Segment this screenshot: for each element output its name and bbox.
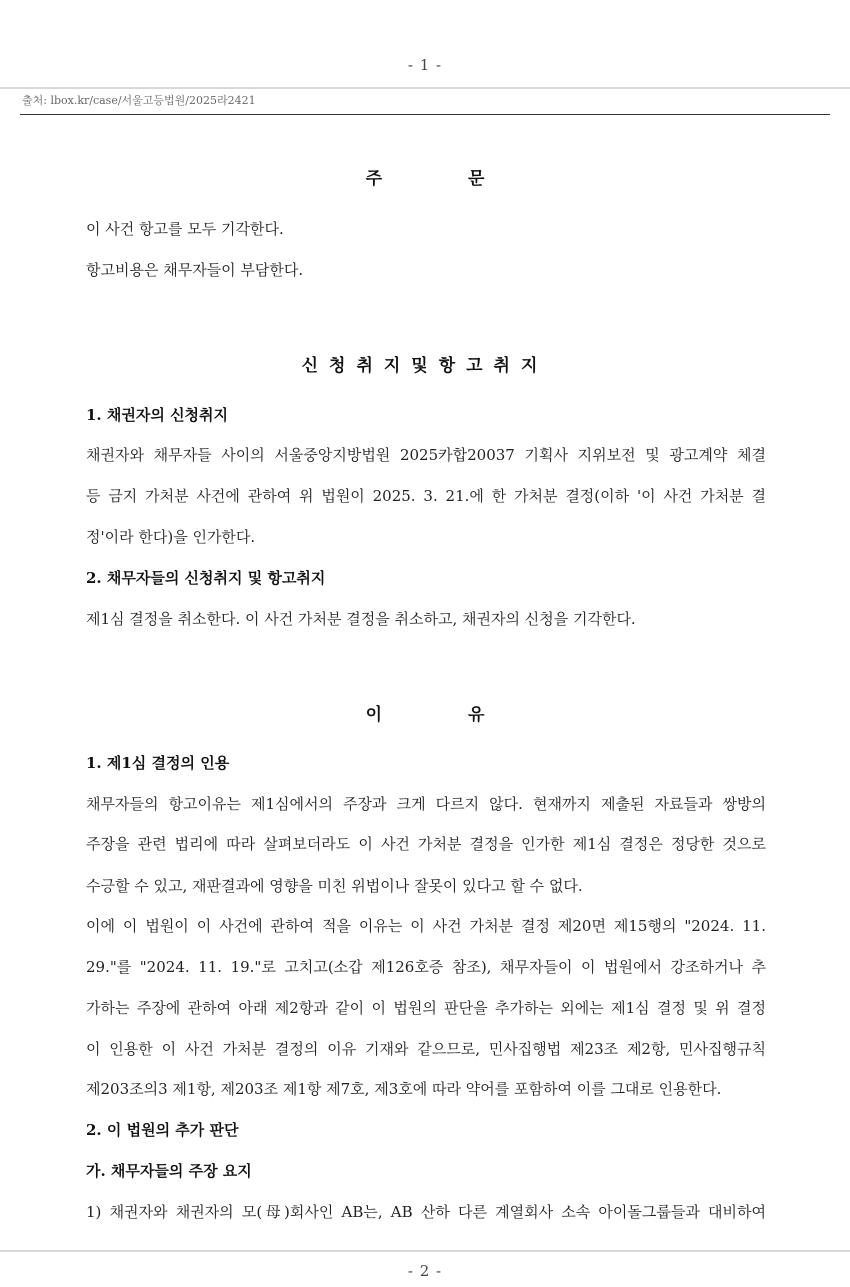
page-separator [0,87,850,89]
paragraph-line: 가하는 주장에 관하여 아래 제2항과 같이 이 법원의 판단을 추가하는 외에는 제1심 결정 및 위 결정 [86,999,766,1017]
order-heading: 주 문 [365,169,485,189]
reasons-heading: 이 유 [365,705,485,725]
reasons-sub2a-heading: 가. 채무자들의 주장 요지 [86,1162,252,1180]
paragraph-line: 제203조의3 제1항, 제203조 제1항 제7호, 제3호에 따라 약어를 포함하여 이를 그대로 인용한다. [86,1080,722,1098]
paragraph-line: 이 인용한 이 사건 가처분 결정의 이유 기재와 같으므로, 민사집행법 제23조 제2항, 민사집행규칙 [86,1040,766,1058]
paragraph-line: 정'이라 한다)을 인가한다. [86,528,256,546]
paragraph-line: 29."를 "2024. 11. 19."로 고치고(소갑 제126호증 참조), 채무자들이 이 법원에서 강조하거나 추 [86,958,766,976]
paragraph-line: 수긍할 수 있고, 재판결과에 영향을 미친 위법이나 잘못이 있다고 할 수 없다. [86,877,583,895]
reasons-sub1-heading: 1. 제1심 결정의 인용 [86,754,230,772]
claims-sub1-heading: 1. 채권자의 신청취지 [86,406,229,424]
page-separator [0,1250,850,1252]
page-number-top: - 1 - [407,56,443,74]
order-line: 이 사건 항고를 모두 기각한다. [86,220,284,238]
page-number-bottom: - 2 - [407,1262,443,1280]
order-line: 항고비용은 채무자들이 부담한다. [86,261,304,279]
paragraph-line: 등 금지 가처분 사건에 관하여 위 법원이 2025. 3. 21.에 한 가처분 결정(이하 '이 사건 가처분 결 [86,487,766,505]
paragraph-line: 1) 채권자와 채권자의 모(母)회사인 AB는, AB 산하 다른 계열회사 소속 아이돌그룹들과 대비하여 [86,1203,766,1221]
paragraph-line: 주장을 관련 법리에 따라 살펴보더라도 이 사건 가처분 결정을 인가한 제1심 결정은 정당한 것으로 [86,835,766,853]
paragraph-line: 채권자와 채무자들 사이의 서울중앙지방법원 2025카합20037 기획사 지위보전 및 광고계약 체결 [86,446,766,464]
header-rule [20,114,830,115]
paragraph-line: 제1심 결정을 취소한다. 이 사건 가처분 결정을 취소하고, 채권자의 신청을 기각한다. [86,610,636,628]
paragraph-line: 이에 이 법원이 이 사건에 관하여 적을 이유는 이 사건 가처분 결정 제20면 제15행의 "2024. 11. [86,917,766,935]
source-citation: 출처: lbox.kr/case/서울고등법원/2025라2421 [22,94,256,107]
claims-heading: 신청취지및항고취지 [301,356,549,376]
claims-sub2-heading: 2. 채무자들의 신청취지 및 항고취지 [86,569,326,587]
paragraph-line: 채무자들의 항고이유는 제1심에서의 주장과 크게 다르지 않다. 현재까지 제출된 자료들과 쌍방의 [86,795,766,813]
reasons-sub2-heading: 2. 이 법원의 추가 판단 [86,1121,239,1139]
